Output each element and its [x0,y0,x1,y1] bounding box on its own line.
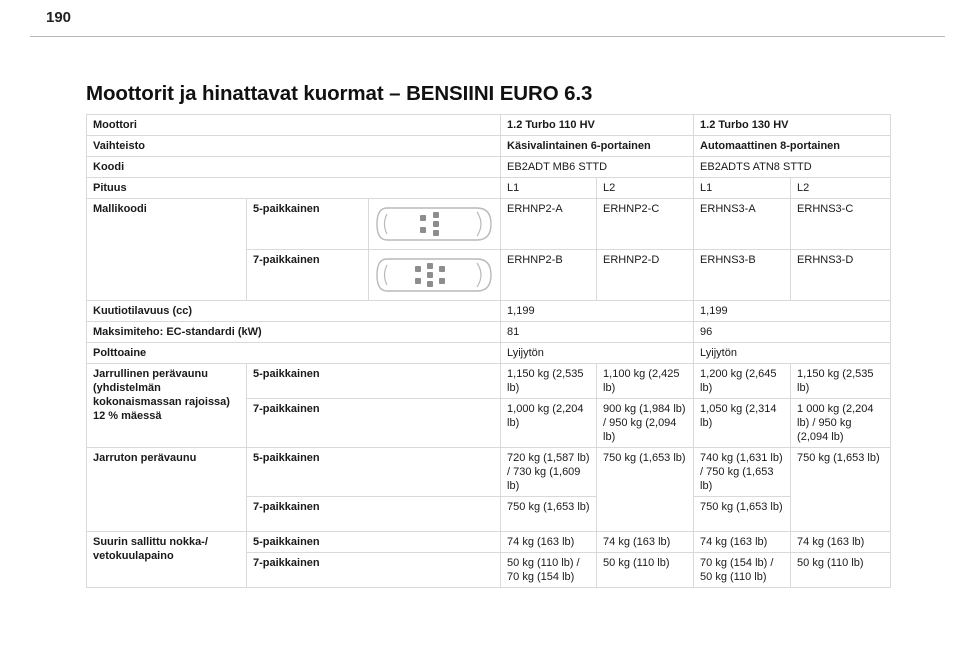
length-value: L1 [694,178,791,199]
label-displacement: Kuutiotilavuus (cc) [87,301,501,322]
car-7-seat-icon [369,250,501,301]
row-braked-trailer-5 [87,364,891,399]
label-model-code: Mallikoodi [87,199,247,301]
model-code: ERHNP2-A [501,199,597,250]
braked-trailer-value: 1,150 kg (2,535 lb) [791,364,891,399]
length-value: L1 [501,178,597,199]
seats-label: 7-paikkainen [247,399,501,448]
row-model-code-5 [87,199,891,250]
nose-weight-value: 74 kg (163 lb) [694,532,791,553]
row-code [87,157,891,178]
unbraked-trailer-value: 750 kg (1,653 lb) [791,448,891,532]
label-length: Pituus [87,178,501,199]
label-fuel: Polttoaine [87,343,501,364]
braked-trailer-value: 1,200 kg (2,645 lb) [694,364,791,399]
seats-label: 7-paikkainen [247,497,501,532]
engine-130: 1.2 Turbo 130 HV [694,115,891,136]
page-number: 190 [46,9,72,26]
row-nose-weight-5 [87,532,891,553]
nose-weight-value: 74 kg (163 lb) [791,532,891,553]
gearbox-110: Käsivalintainen 6-portainen [501,136,694,157]
gearbox-130: Automaattinen 8-portainen [694,136,891,157]
seats-label: 5-paikkainen [247,199,369,250]
fuel-110: Lyijytön [501,343,694,364]
car-5-seat-icon [369,199,501,250]
model-code: ERHNS3-C [791,199,891,250]
power-130: 96 [694,322,891,343]
seats-label: 5-paikkainen [247,448,501,497]
model-code: ERHNP2-B [501,250,597,301]
label-braked-trailer: Jarrullinen perävaunu (yhdistelmän kokonaismassan rajoissa) 12 % mäessä [87,364,247,448]
row-engine [87,115,891,136]
braked-trailer-value: 1 000 kg (2,204 lb) / 950 kg (2,094 lb) [791,399,891,448]
length-value: L2 [791,178,891,199]
code-130: EB2ADTS ATN8 STTD [694,157,891,178]
page-title: Moottorit ja hinattavat kuormat – BENSIINI EURO 6.3 [86,82,593,105]
nose-weight-value: 74 kg (163 lb) [597,532,694,553]
nose-weight-value: 70 kg (154 lb) / 50 kg (110 lb) [694,553,791,588]
label-nose-weight: Suurin sallittu nokka-/ vetokuulapaino [87,532,247,588]
braked-trailer-value: 1,150 kg (2,535 lb) [501,364,597,399]
nose-weight-value: 50 kg (110 lb) [791,553,891,588]
braked-trailer-value: 1,100 kg (2,425 lb) [597,364,694,399]
code-110: EB2ADT MB6 STTD [501,157,694,178]
label-gearbox: Vaihteisto [87,136,501,157]
braked-trailer-value: 1,000 kg (2,204 lb) [501,399,597,448]
engine-spec-table [86,114,891,588]
power-110: 81 [501,322,694,343]
label-unbraked-trailer: Jarruton perävaunu [87,448,247,532]
braked-trailer-value: 900 kg (1,984 lb) / 950 kg (2,094 lb) [597,399,694,448]
unbraked-trailer-value: 750 kg (1,653 lb) [597,448,694,532]
nose-weight-value: 74 kg (163 lb) [501,532,597,553]
displacement-130: 1,199 [694,301,891,322]
displacement-110: 1,199 [501,301,694,322]
row-displacement [87,301,891,322]
row-unbraked-trailer-5 [87,448,891,497]
label-code: Koodi [87,157,501,178]
model-code: ERHNP2-D [597,250,694,301]
seats-label: 5-paikkainen [247,532,501,553]
model-code: ERHNS3-D [791,250,891,301]
model-code: ERHNS3-A [694,199,791,250]
seats-label: 7-paikkainen [247,250,369,301]
label-power: Maksimiteho: EC-standardi (kW) [87,322,501,343]
label-engine: Moottori [87,115,501,136]
model-code: ERHNS3-B [694,250,791,301]
nose-weight-value: 50 kg (110 lb) / 70 kg (154 lb) [501,553,597,588]
row-gearbox [87,136,891,157]
braked-trailer-value: 1,050 kg (2,314 lb) [694,399,791,448]
unbraked-trailer-value: 720 kg (1,587 lb) / 730 kg (1,609 lb) [501,448,597,497]
unbraked-trailer-value: 750 kg (1,653 lb) [694,497,791,532]
seats-label: 5-paikkainen [247,364,501,399]
model-code: ERHNP2-C [597,199,694,250]
header-divider [30,36,945,37]
seats-label: 7-paikkainen [247,553,501,588]
row-length [87,178,891,199]
row-power [87,322,891,343]
nose-weight-value: 50 kg (110 lb) [597,553,694,588]
unbraked-trailer-value: 750 kg (1,653 lb) [501,497,597,532]
unbraked-trailer-value: 740 kg (1,631 lb) / 750 kg (1,653 lb) [694,448,791,497]
row-fuel [87,343,891,364]
length-value: L2 [597,178,694,199]
engine-110: 1.2 Turbo 110 HV [501,115,694,136]
fuel-130: Lyijytön [694,343,891,364]
